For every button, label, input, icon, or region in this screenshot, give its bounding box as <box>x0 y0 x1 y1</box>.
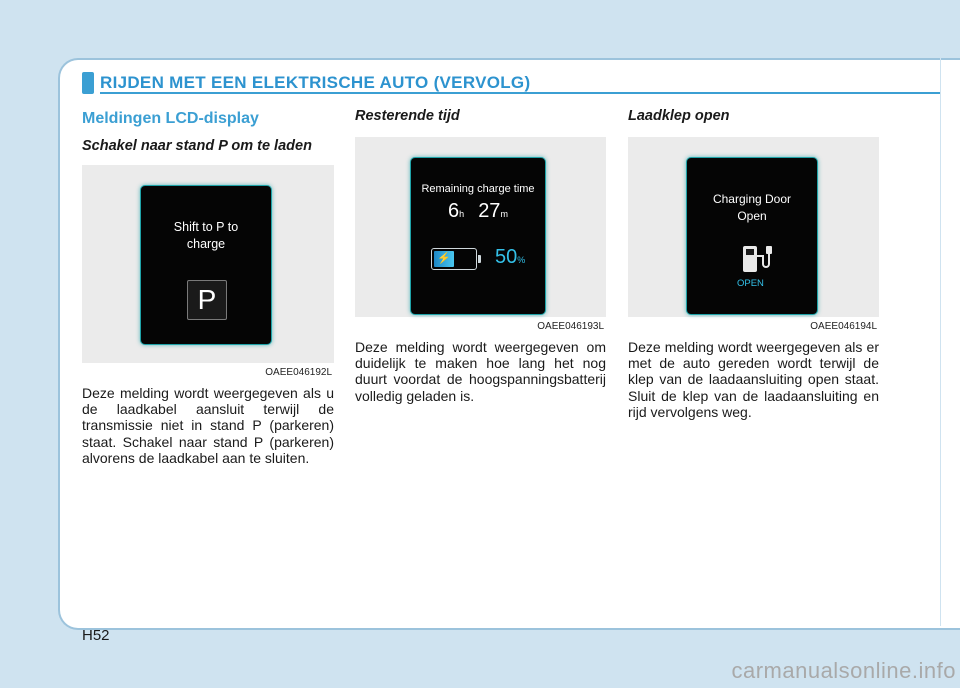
battery-fill <box>434 251 454 267</box>
lcd-screen-shift-to-p <box>140 185 272 345</box>
watermark: carmanualsonline.info <box>731 658 956 683</box>
battery-percentage <box>495 246 525 269</box>
figure-code: OAEE046194L <box>810 321 877 332</box>
lcd-message-line2: charge <box>186 237 226 251</box>
page-number: H52 <box>82 627 110 644</box>
charging-bolt-icon: ⚡ <box>437 252 451 265</box>
side-rule <box>940 58 941 626</box>
gear-letter: P <box>197 284 217 315</box>
hours-unit: h <box>459 209 465 219</box>
minutes-value: 27 <box>478 200 501 222</box>
paragraph-remaining-time: Deze melding wordt weergegeven om duidelijk te maken hoe lang het nog duurt voordat de hoogspanningsbatterij volledig geladen is. <box>355 339 606 404</box>
figure-code: OAEE046192L <box>265 367 332 378</box>
lcd-line1: Charging Door <box>712 192 792 206</box>
gear-p-indicator <box>187 280 227 320</box>
subheading-charging-door: Laadklep open <box>628 108 730 124</box>
paragraph-charging-door: Deze melding wordt weergegeven als er met de auto gereden wordt terwijl de klep van de laadaansluiting open staat. Sluit de klep van de laadaansluiting en rijd vervolgens weg. <box>628 339 879 420</box>
header-underline <box>100 92 940 94</box>
paragraph-shift-to-p: Deze melding wordt weergegeven als u de laadkabel aansluit terwijl de transmissie niet in stand P (parkeren) staat. Schakel naar stand P (parkeren) alvorens de laadkabel aan te sluiten. <box>82 385 334 466</box>
hours-value: 6 <box>448 200 460 222</box>
percent-unit: % <box>517 255 526 265</box>
subheading-remaining-time: Resterende tijd <box>355 108 460 124</box>
door-status: OPEN <box>737 278 764 289</box>
figure-remaining-time <box>355 137 606 332</box>
column-left <box>82 108 334 466</box>
figure-code: OAEE046193L <box>537 321 604 332</box>
minutes-unit: m <box>500 209 508 219</box>
figure-shift-to-p <box>82 165 334 378</box>
charging-station-icon <box>741 244 773 274</box>
column-middle <box>355 108 606 404</box>
remaining-time-readout <box>411 200 545 223</box>
subheading-shift-to-p: Schakel naar stand P om te laden <box>82 138 312 154</box>
lcd-message-line1: Shift to P to <box>173 220 239 234</box>
column-right <box>628 108 879 420</box>
figure-charging-door <box>628 137 879 332</box>
chapter-title: RIJDEN MET EEN ELEKTRISCHE AUTO (VERVOLG) <box>100 73 531 92</box>
header-accent-bar <box>82 72 94 94</box>
percent-value: 50 <box>495 246 518 268</box>
lcd-title: Remaining charge time <box>421 183 535 195</box>
lcd-screen-remaining-time <box>410 157 546 315</box>
lcd-screen-charging-door <box>686 157 818 315</box>
section-heading: Meldingen LCD-display <box>82 110 259 127</box>
battery-icon <box>431 248 477 270</box>
battery-terminal <box>478 255 481 263</box>
lcd-line2: Open <box>737 209 767 223</box>
